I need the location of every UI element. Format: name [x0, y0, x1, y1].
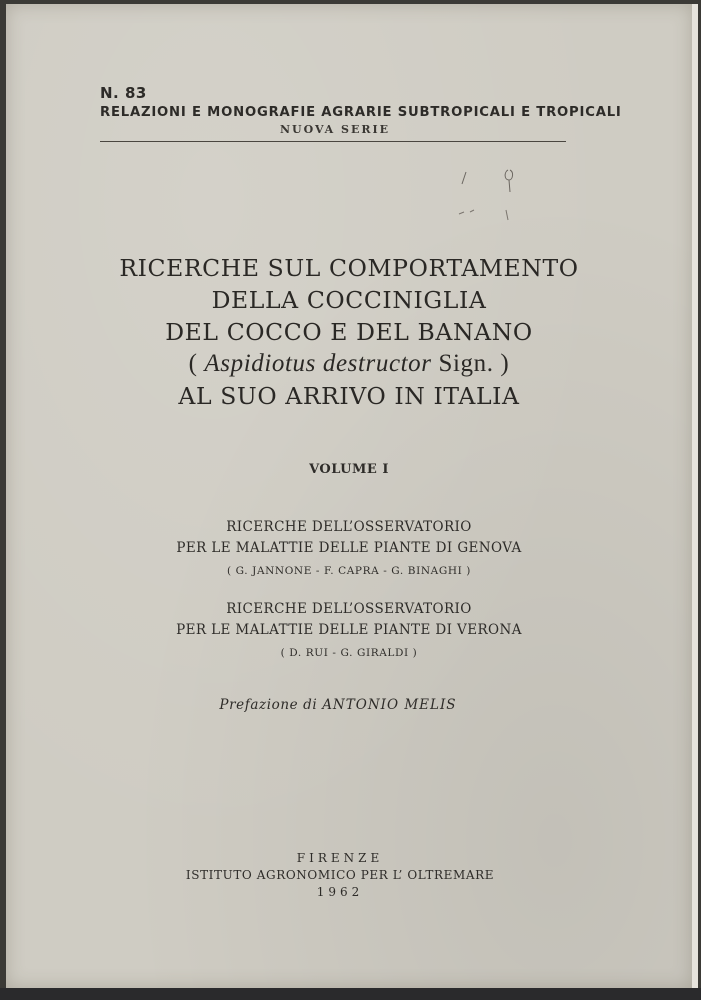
section-genova — [6, 517, 692, 583]
section-verona-line-2: PER LE MALATTIE DELLE PIANTE DI VERONA — [176, 622, 522, 638]
section-verona-authors: ( D. RUI - G. GIRALDI ) — [280, 647, 418, 659]
series-header — [100, 84, 622, 142]
section-genova-authors: ( G. JANNONE - F. CAPRA - G. BINAGHI ) — [227, 565, 471, 577]
imprint — [6, 850, 674, 901]
title-line-5: AL SUO ARRIVO IN ITALIA — [178, 382, 520, 410]
section-genova-line-1: RICERCHE DELL’OSSERVATORIO — [226, 519, 472, 535]
section-verona-line-1: RICERCHE DELL’OSSERVATORIO — [226, 601, 472, 617]
title-line-3: DEL COCCO E DEL BANANO — [165, 318, 533, 346]
species-author: Sign. — [431, 350, 501, 377]
preface-label: Prefazione di — [219, 697, 323, 713]
species-close-paren: ) — [500, 350, 510, 377]
section-verona — [6, 599, 692, 665]
series-subtitle: NUOVA SERIE — [279, 123, 391, 136]
imprint-publisher: ISTITUTO AGRONOMICO PER L’ OLTREMARE — [185, 868, 495, 882]
imprint-city: FIRENZE — [296, 851, 384, 865]
series-divider — [100, 141, 566, 142]
section-genova-line-2: PER LE MALATTIE DELLE PIANTE DI GENOVA — [176, 540, 522, 556]
series-number: N. 83 — [100, 84, 147, 102]
title-species-line — [6, 348, 692, 380]
species-name: Aspidiotus destructor — [204, 350, 432, 377]
title-line-1: RICERCHE SUL COMPORTAMENTO — [119, 254, 579, 282]
page-edge-right — [692, 4, 698, 990]
series-name: RELAZIONI E MONOGRAFIE AGRARIE SUBTROPICALI E TROPICALI — [100, 105, 622, 120]
book-cover — [6, 4, 692, 988]
preface-author: ANTONIO MELIS — [322, 697, 457, 713]
imprint-year: 1962 — [316, 885, 364, 899]
book-title — [6, 252, 692, 412]
title-line-2: DELLA COCCINIGLIA — [211, 286, 487, 314]
volume-label: VOLUME I — [309, 462, 389, 477]
pencil-marks — [456, 162, 526, 232]
preface — [6, 697, 670, 713]
species-open-paren: ( — [188, 350, 205, 377]
page-edge-bottom — [0, 988, 701, 1000]
